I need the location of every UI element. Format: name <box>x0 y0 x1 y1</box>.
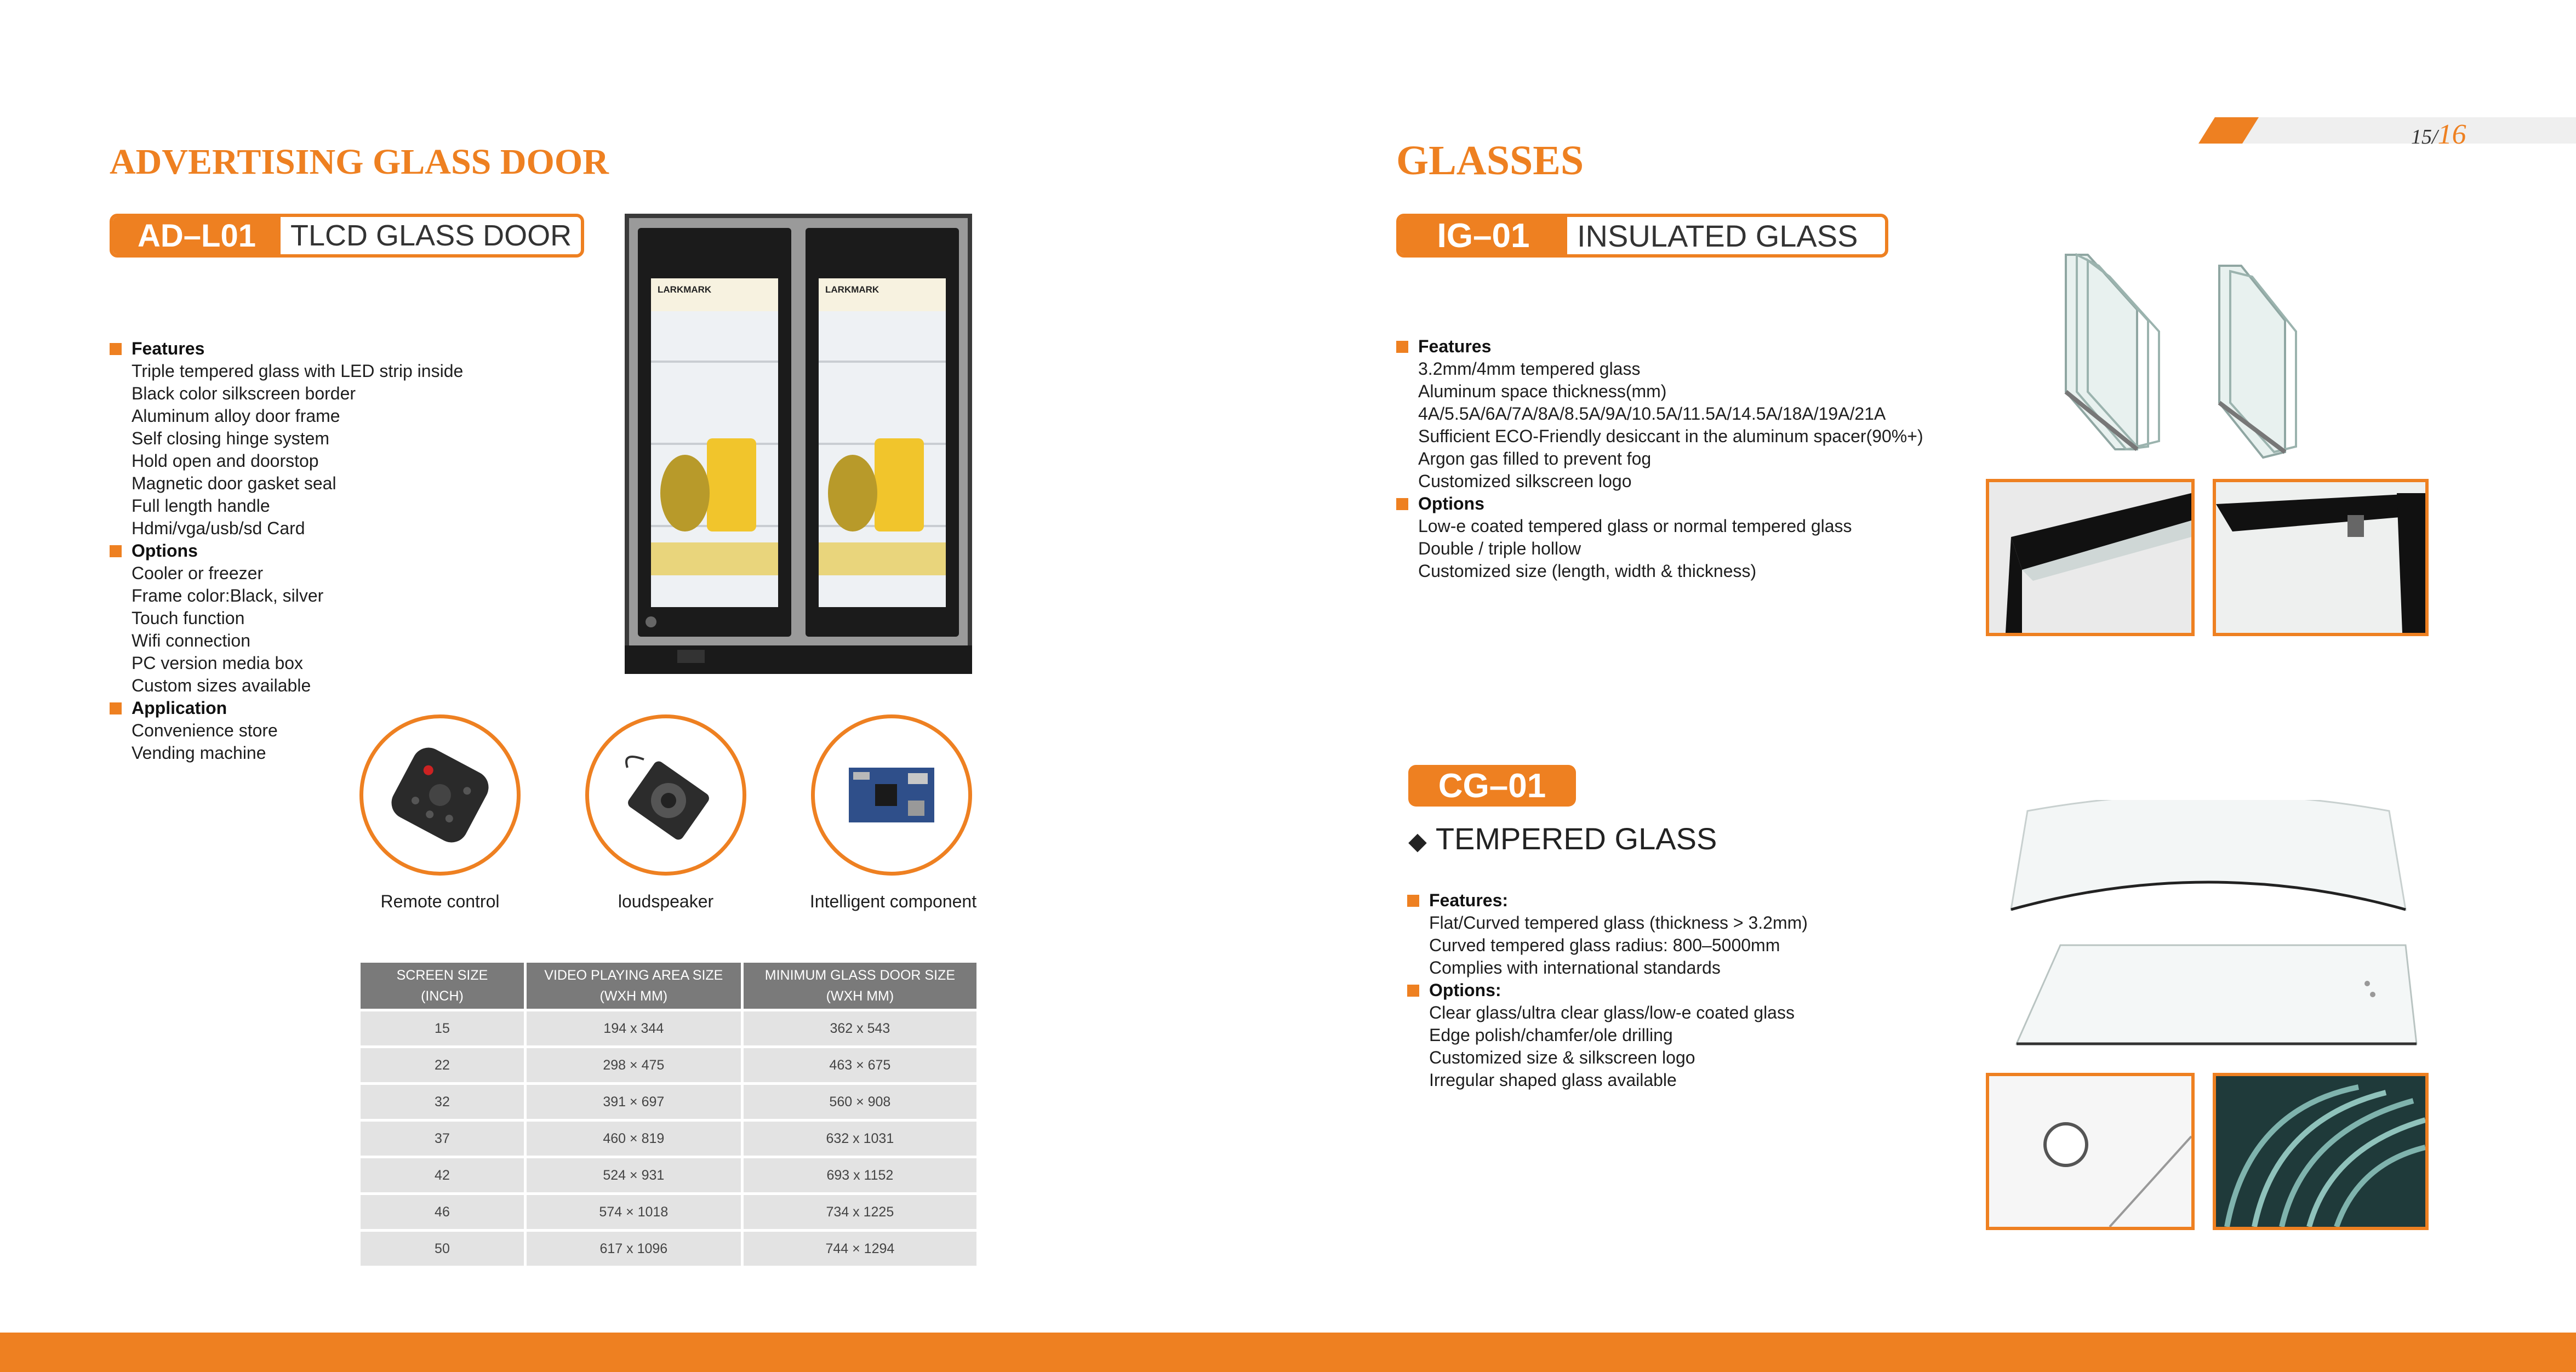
table-cell: 460 × 819 <box>527 1122 741 1156</box>
intelligent-component-image <box>811 714 972 876</box>
page-banner-shape <box>2198 117 2576 144</box>
product-code: IG–01 <box>1400 217 1567 254</box>
diamond-bullet-icon: ◆ <box>1408 828 1427 855</box>
tempered-glass-hole-closeup <box>1986 1073 2195 1230</box>
list-item: PC version media box <box>132 653 304 673</box>
list-item: Aluminum alloy door frame <box>132 406 340 426</box>
table-cell: 744 × 1294 <box>744 1232 976 1266</box>
table-row <box>361 1232 976 1266</box>
door-brand-right: LARKMARK <box>825 284 879 295</box>
product-tag-ig-01 <box>1396 214 1888 258</box>
loudspeaker-image <box>585 714 746 876</box>
section-title-glasses: GLASSES <box>1396 138 1584 184</box>
list-item: Customized size (length, width & thickness) <box>1418 561 1757 581</box>
subtitle-text: TEMPERED GLASS <box>1435 821 1717 856</box>
list-item: Touch function <box>132 608 245 628</box>
tempered-glass-subtitle <box>1408 821 1717 856</box>
list-item: Cooler or freezer <box>132 563 264 583</box>
table-cell: 50 <box>361 1232 524 1266</box>
features-heading: Features <box>1396 335 1923 358</box>
list-item: Argon gas filled to prevent fog <box>1418 449 1652 468</box>
table-cell: 15 <box>361 1011 524 1045</box>
table-cell: 32 <box>361 1085 524 1119</box>
column-header-line: MINIMUM GLASS DOOR SIZE <box>764 968 956 983</box>
product-tag-ad-l01 <box>110 214 584 258</box>
product-name: INSULATED GLASS <box>1577 218 1858 253</box>
list-item: Aluminum space thickness(mm) <box>1418 381 1667 401</box>
list-item: Curved tempered glass radius: 800–5000mm <box>1429 935 1780 955</box>
table-cell: 298 × 475 <box>527 1048 741 1082</box>
column-header-line: VIDEO PLAYING AREA SIZE <box>544 968 723 983</box>
table-row <box>361 1048 976 1082</box>
curved-tempered-glass-image <box>2006 800 2411 921</box>
table-cell: 46 <box>361 1195 524 1229</box>
list-item: Low-e coated tempered glass or normal tempered glass <box>1418 516 1852 536</box>
ig-features-list <box>1396 335 1923 582</box>
door-brand-left: LARKMARK <box>658 284 712 295</box>
page-total: 16 <box>2437 119 2466 150</box>
column-header-line: (INCH) <box>421 988 464 1004</box>
caption-intelligent-component: Intelligent component <box>809 891 977 911</box>
column-header-line: (WXH MM) <box>826 988 894 1004</box>
list-item: Triple tempered glass with LED strip inside <box>132 361 464 381</box>
features-list <box>110 338 463 764</box>
options-heading: Options: <box>1407 979 1808 1002</box>
list-item: Custom sizes available <box>132 676 311 695</box>
list-item: Hold open and doorstop <box>132 451 319 471</box>
table-cell: 391 × 697 <box>527 1085 741 1119</box>
list-item: 3.2mm/4mm tempered glass <box>1418 359 1641 379</box>
list-item: Hdmi/vga/usb/sd Card <box>132 518 305 538</box>
table-cell: 734 x 1225 <box>744 1195 976 1229</box>
product-code-cg-01: CG–01 <box>1408 765 1576 807</box>
section-title-advertising: ADVERTISING GLASS DOOR <box>110 142 609 182</box>
table-cell: 22 <box>361 1048 524 1082</box>
column-header <box>361 963 524 1009</box>
tempered-glass-stack-closeup <box>2213 1073 2429 1230</box>
flat-tempered-glass-image <box>2011 940 2428 1049</box>
options-heading: Options <box>110 540 463 562</box>
table-cell: 42 <box>361 1158 524 1192</box>
insulated-glass-closeup-1 <box>1986 479 2195 636</box>
table-cell: 362 x 543 <box>744 1011 976 1045</box>
table-row <box>361 1011 976 1045</box>
list-item: Sufficient ECO-Friendly desiccant in the aluminum spacer(90%+) <box>1418 426 1923 446</box>
table-cell: 560 × 908 <box>744 1085 976 1119</box>
options-heading: Options <box>1396 493 1923 515</box>
list-item: 4A/5.5A/6A/7A/8A/8.5A/9A/10.5A/11.5A/14.5A/18A/19A/21A <box>1418 404 1886 424</box>
list-item: Full length handle <box>132 496 270 516</box>
page-current: 15/ <box>2411 125 2438 148</box>
double-insulated-glass-image <box>2208 260 2345 463</box>
list-item: Double / triple hollow <box>1418 539 1581 558</box>
list-item: Convenience store <box>132 721 278 740</box>
list-item: Self closing hinge system <box>132 428 330 448</box>
table-cell: 617 x 1096 <box>527 1232 741 1266</box>
table-row <box>361 1195 976 1229</box>
list-item: Customized silkscreen logo <box>1418 471 1632 491</box>
product-name: TLCD GLASS DOOR <box>290 219 572 252</box>
list-item: Clear glass/ultra clear glass/low-e coated glass <box>1429 1003 1795 1022</box>
column-header-line: (WXH MM) <box>599 988 668 1004</box>
table-cell: 37 <box>361 1122 524 1156</box>
list-item: Magnetic door gasket seal <box>132 473 336 493</box>
cg-features-list <box>1407 889 1808 1091</box>
table-cell: 463 × 675 <box>744 1048 976 1082</box>
insulated-glass-closeup-2 <box>2213 479 2429 636</box>
size-table <box>358 960 979 1268</box>
triple-insulated-glass-image <box>2055 249 2197 458</box>
list-item: Irregular shaped glass available <box>1429 1070 1677 1090</box>
application-heading: Application <box>110 697 463 719</box>
table-cell: 194 x 344 <box>527 1011 741 1045</box>
list-item: Flat/Curved tempered glass (thickness > 3.2mm) <box>1429 913 1808 933</box>
table-row <box>361 1158 976 1192</box>
list-item: Customized size & silkscreen logo <box>1429 1048 1695 1067</box>
table-cell: 693 x 1152 <box>744 1158 976 1192</box>
footer-band <box>0 1333 2576 1372</box>
features-heading: Features <box>110 338 463 360</box>
caption-remote-control: Remote control <box>380 891 500 911</box>
table-header-row <box>361 963 976 1009</box>
table-cell: 524 × 931 <box>527 1158 741 1192</box>
list-item: Edge polish/chamfer/ole drilling <box>1429 1025 1673 1045</box>
list-item: Frame color:Black, silver <box>132 586 324 605</box>
column-header-line: SCREEN SIZE <box>396 968 488 983</box>
features-heading: Features: <box>1407 889 1808 912</box>
page-number <box>2411 118 2466 151</box>
remote-control-image <box>359 714 521 876</box>
table-row <box>361 1085 976 1119</box>
column-header <box>744 963 976 1009</box>
glass-door-cabinet-image <box>625 214 972 674</box>
list-item: Vending machine <box>132 743 266 763</box>
list-item: Wifi connection <box>132 631 250 650</box>
list-item: Complies with international standards <box>1429 958 1721 977</box>
table-cell: 574 × 1018 <box>527 1195 741 1229</box>
list-item: Black color silkscreen border <box>132 384 356 403</box>
table-cell: 632 x 1031 <box>744 1122 976 1156</box>
table-row <box>361 1122 976 1156</box>
product-code: AD–L01 <box>113 217 281 254</box>
caption-loudspeaker: loudspeaker <box>618 891 714 911</box>
column-header <box>527 963 741 1009</box>
page-number-banner <box>2198 117 2576 150</box>
